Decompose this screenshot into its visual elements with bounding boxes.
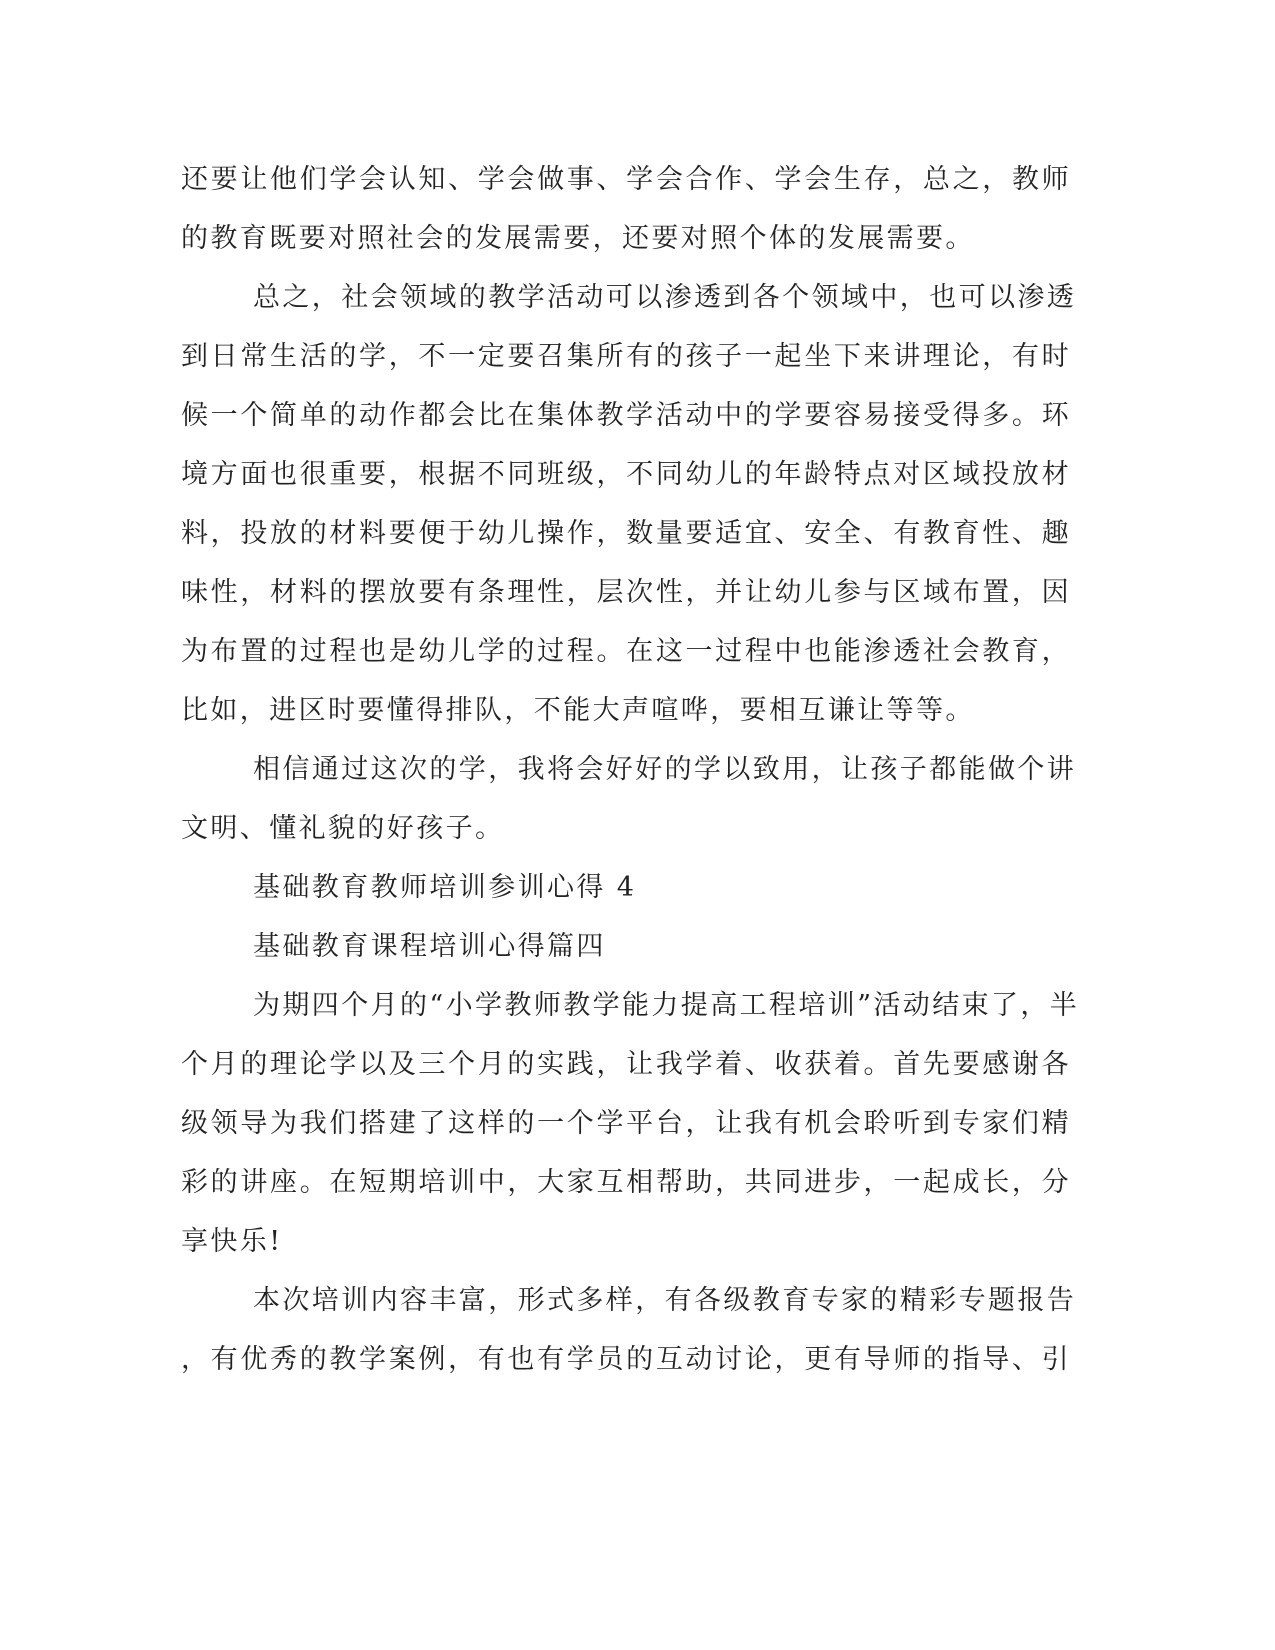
section-subtitle: 基础教育课程培训心得篇四 <box>253 931 606 962</box>
body-text-line: 级领导为我们搭建了这样的一个学平台，让我有机会聆听到专家们精 <box>181 1108 1071 1139</box>
body-text-line: ，有优秀的教学案例，有也有学员的互动讨论，更有导师的指导、引 <box>181 1344 1071 1375</box>
paragraph-first-line: 本次培训内容丰富，形式多样，有各级教育专家的精彩专题报告 <box>253 1285 1077 1316</box>
body-text-line: 的教育既要对照社会的发展需要，还要对照个体的发展需要。 <box>181 223 975 254</box>
paragraph-first-line: 总之，社会领域的教学活动可以渗透到各个领域中，也可以渗透 <box>253 282 1077 313</box>
body-text-line: 料，投放的材料要便于幼儿操作，数量要适宜、安全、有教育性、趣 <box>181 518 1071 549</box>
body-text-line: 到日常生活的学，不一定要召集所有的孩子一起坐下来讲理论，有时 <box>181 341 1071 372</box>
section-title: 基础教育教师培训参训心得 4 <box>253 872 637 903</box>
body-text-line: 文明、懂礼貌的好孩子。 <box>181 813 505 844</box>
body-text-line: 彩的讲座。在短期培训中，大家互相帮助，共同进步，一起成长，分 <box>181 1167 1071 1198</box>
body-text-line: 味性，材料的摆放要有条理性，层次性，并让幼儿参与区域布置，因 <box>181 577 1071 608</box>
body-text-line: 还要让他们学会认知、学会做事、学会合作、学会生存，总之，教师 <box>181 164 1071 195</box>
body-text-line: 境方面也很重要，根据不同班级，不同幼儿的年龄特点对区域投放材 <box>181 459 1071 490</box>
paragraph-first-line: 相信通过这次的学，我将会好好的学以致用，让孩子都能做个讲 <box>253 754 1077 785</box>
body-text-line: 享快乐! <box>181 1226 283 1257</box>
body-text-line: 个月的理论学以及三个月的实践，让我学着、收获着。首先要感谢各 <box>181 1049 1071 1080</box>
paragraph-first-line: 为期四个月的“小学教师教学能力提高工程培训”活动结束了，半 <box>253 990 1080 1021</box>
body-text-line: 比如，进区时要懂得排队，不能大声喧哗，要相互谦让等等。 <box>181 695 975 726</box>
body-text-line: 为布置的过程也是幼儿学的过程。在这一过程中也能渗透社会教育， <box>181 636 1071 667</box>
body-text-line: 候一个简单的动作都会比在集体教学活动中的学要容易接受得多。环 <box>181 400 1071 431</box>
